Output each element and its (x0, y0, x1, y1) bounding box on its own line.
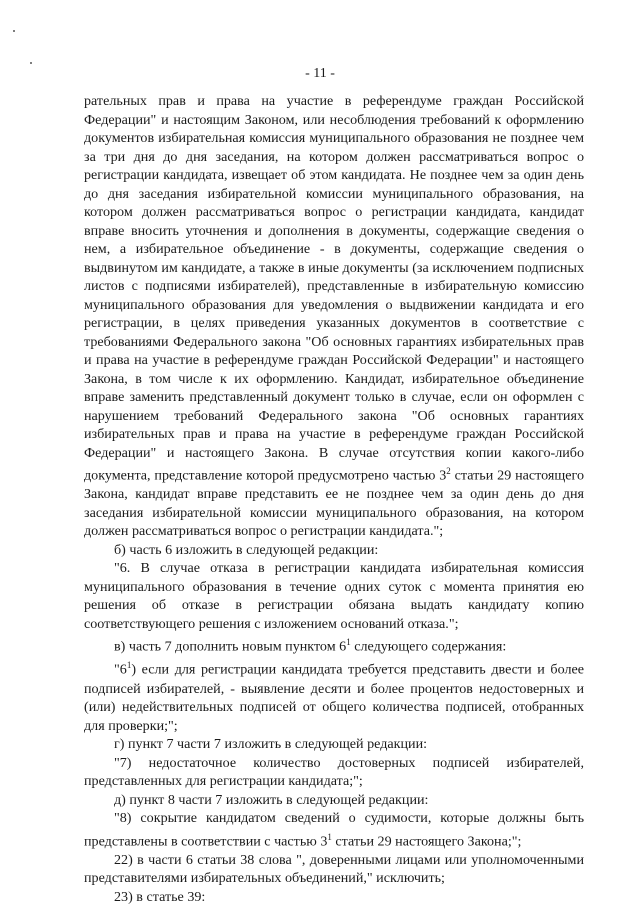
document-body (84, 92, 584, 906)
paragraph-text: г) пункт 7 части 7 изложить в следующей редакции: (114, 736, 428, 753)
superscript: 1 (346, 637, 351, 648)
paragraph (84, 633, 584, 656)
paragraph-text: "6 (114, 662, 127, 679)
paragraph (84, 735, 584, 754)
paragraph-text: следующего содержания: (350, 638, 507, 655)
superscript: 1 (126, 660, 132, 671)
paragraph-text: "7) недостаточное количество достоверных подписей избирателей, представленных для регистрации кандидата;"; (84, 754, 584, 790)
paragraph (84, 559, 584, 633)
superscript: 2 (446, 466, 451, 476)
scan-speck (13, 30, 15, 32)
paragraph (84, 888, 584, 906)
page-number: - 11 - (305, 66, 335, 81)
paragraph-text: д) пункт 8 части 7 изложить в следующей редакции: (114, 791, 429, 808)
paragraph-text: 23) в статье 39: (114, 888, 206, 905)
paragraph (84, 92, 584, 541)
paragraph-text: рательных прав и права на участие в референдуме граждан Российской Федерации" и настоящим Законом, или несоблюдения требований к оформлению документов избирательная комиссия муниципального образования не позднее чем за три дня до дня заседания, на котором должен рассматриваться вопрос о регистрации кандидата, извещает об этом кандидата. Не позднее чем за один день до дня заседания избирательной комиссии муниципального образования, на котором должен рассматриваться вопрос о регистрации кандидата, кандидат вправе вносить уточнения и дополнения в документы, содержащие сведения о нем, а избирательное объединение - в документы, содержащие сведения о выдвинутом им кандидате, а также в иные документы (за исключением подписных листов с подписями избирателей), представленные в избирательную комиссию муниципального образования для уведомления о выдвижении кандидата и его регистрации, в целях приведения указанных документов в соответствие с требованиями Федерального закона "Об основных гарантиях избирательных прав и права на участие в референдуме граждан Российской Федерации" и настоящего Закона, в том числе к их оформлению. Кандидат, избирательное объединение вправе заменить представленный документ только в случае, если он оформлен с нарушением требований Федерального закона "Об основных гарантиях избирательных прав и права на участие в референдуме граждан Российской Федерации" и настоящего Закона. В случае отсутствия копии какого-либо документа, представление которой предусмотрено частью 3 (84, 93, 584, 484)
paragraph-text: ) если для регистрации кандидата требуется представить двести и более подписей избирателей, - выявление десяти и более процентов недостоверных и (или) недействительных подписей от общего количества подписей, отобранных для проверки;"; (84, 662, 584, 734)
paragraph-text: б) часть 6 изложить в следующей редакции: (114, 541, 379, 558)
paragraph (84, 656, 584, 735)
paragraph-text: статьи 29 настоящего Закона;"; (331, 833, 522, 850)
paragraph (84, 754, 584, 791)
paragraph (84, 809, 584, 851)
paragraph-text: "8) сокрытие кандидатом сведений о судимости, которые должны быть представлены в соответствии с частью 3 (84, 810, 584, 850)
paragraph (84, 851, 584, 888)
paragraph (84, 791, 584, 810)
paragraph-text: статьи 29 настоящего Закона, кандидат вправе представить ее не позднее чем за один день до дня заседания избирательной комиссии муниципального образования, на котором должен рассматриваться вопрос о регистрации кандидата."; (84, 467, 584, 540)
paragraph (84, 541, 584, 560)
scan-speck (30, 62, 32, 64)
paragraph-text: "6. В случае отказа в регистрации кандидата избирательная комиссия муниципального образования в течение одних суток с момента принятия ею решения об отказе в регистрации обязана выдать кандидату копию соответствующего решения с изложением оснований отказа."; (84, 560, 584, 632)
paragraph-text: 22) в части 6 статьи 38 слова ", доверенными лицами или уполномоченными представителями избирательных объединений," исключить; (84, 851, 584, 887)
paragraph-text: в) часть 7 дополнить новым пунктом 6 (114, 638, 347, 655)
superscript: 1 (327, 831, 332, 842)
